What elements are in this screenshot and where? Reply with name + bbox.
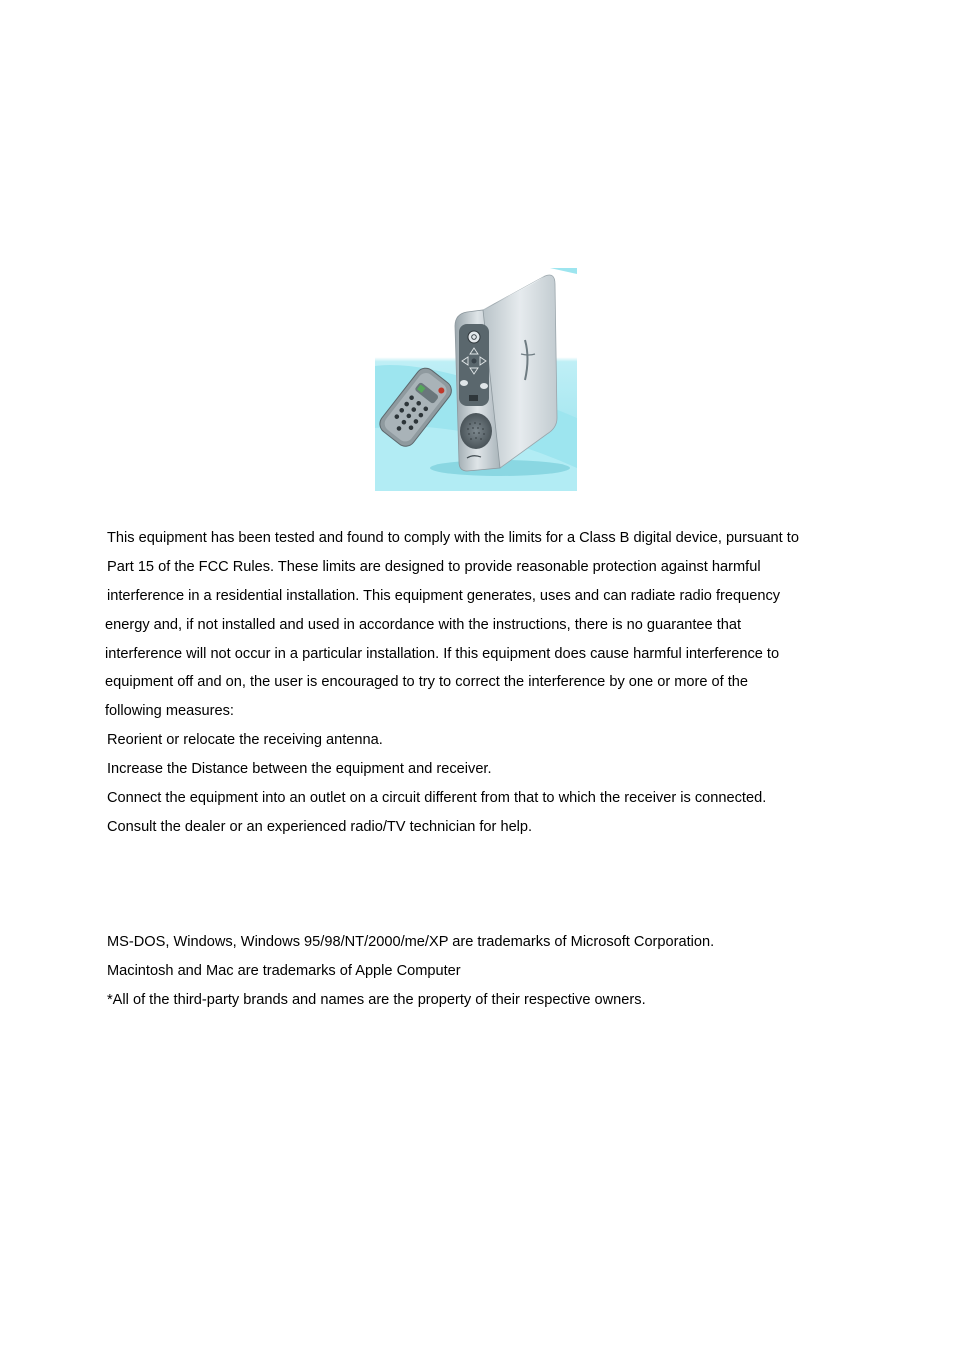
fcc-measure-item: Connect the equipment into an outlet on a circuit different from that to which the receiver is connected.	[107, 790, 767, 806]
fcc-measure-item: Reorient or relocate the receiving antenna.	[107, 732, 383, 748]
fcc-paragraph-line: interference in a residential installation. This equipment generates, uses and can radiate radio frequency	[107, 588, 781, 604]
fcc-paragraph-line: interference will not occur in a particular installation. If this equipment does cause harmful interference to	[105, 646, 780, 662]
fcc-paragraph-line: equipment off and on, the user is encouraged to try to correct the interference by one or more of the	[105, 674, 749, 690]
product-photo	[375, 268, 577, 491]
fcc-measure-item: Consult the dealer or an experienced radio/TV technician for help.	[107, 819, 533, 835]
fcc-measure-item: Increase the Distance between the equipment and receiver.	[107, 761, 492, 777]
fcc-paragraph-line: Part 15 of the FCC Rules. These limits are designed to provide reasonable protection against harmful	[107, 559, 761, 575]
trademark-line: Macintosh and Mac are trademarks of Apple Computer	[107, 963, 461, 979]
fcc-paragraph-line: following measures:	[105, 703, 234, 719]
fcc-paragraph-line: energy and, if not installed and used in accordance with the instructions, there is no guarantee that	[105, 617, 742, 633]
trademark-line: *All of the third-party brands and names are the property of their respective owners.	[107, 992, 646, 1008]
trademark-line: MS-DOS, Windows, Windows 95/98/NT/2000/me/XP are trademarks of Microsoft Corporation.	[107, 934, 715, 950]
fcc-paragraph-line: This equipment has been tested and found to comply with the limits for a Class B digital device, pursuant to	[107, 530, 799, 546]
